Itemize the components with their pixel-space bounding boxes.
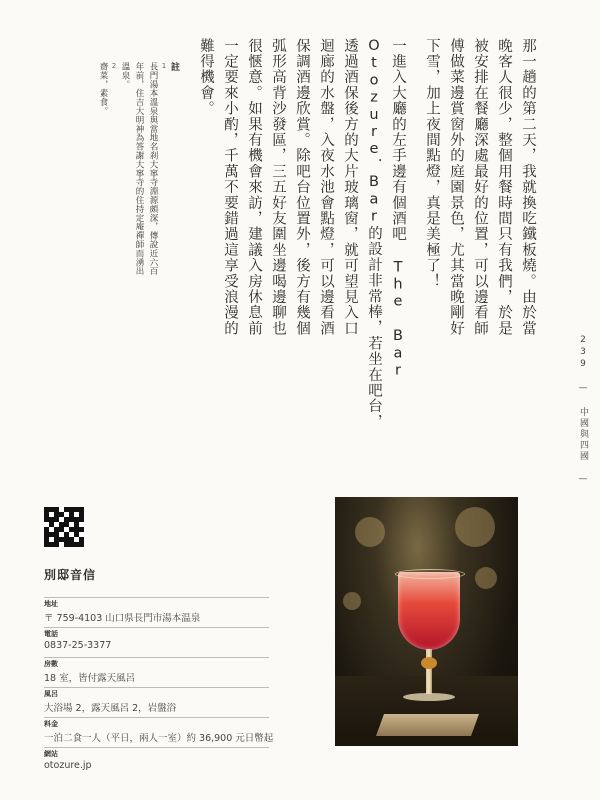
cocktail-glass-bowl <box>398 572 460 650</box>
text-column: 迴廊的水盤，入夜水池會點燈，可以邊看酒 <box>318 38 334 337</box>
footnote-heading: 註 <box>169 62 179 71</box>
info-row-website <box>44 747 269 777</box>
article-paragraph-1 <box>420 38 540 337</box>
info-value: 18 室，皆付露天風呂 <box>44 673 136 684</box>
info-value: 一泊二食一人（平日，兩人一室）約 36,900 元日幣起 <box>44 733 274 744</box>
footnote-2-line: 齋菜，素食。 <box>98 62 108 116</box>
info-label: 地址 <box>44 600 58 608</box>
info-value: 大浴場 2，露天風呂 2，岩盤浴 <box>44 703 177 714</box>
info-row-rooms <box>44 657 269 687</box>
text-column: 下雪，加上夜間點燈，真是美極了！ <box>424 38 440 290</box>
text-column: 一定要來小酌，千萬不要錯過這享受浪漫的 <box>222 38 238 337</box>
info-value: 0837-25-3377 <box>44 640 112 651</box>
text-column: 透過酒保後方的大片玻璃窗，就可望見入口 <box>342 38 358 337</box>
info-row-address <box>44 597 269 627</box>
hotel-name: 別邸音信 <box>44 568 97 582</box>
text-column: 那一趟的第二天，我就換吃鐵板燒。由於當 <box>520 38 536 337</box>
footnotes <box>96 62 181 276</box>
bokeh-light <box>475 567 497 589</box>
info-label: 房數 <box>44 660 58 668</box>
text-column: 一進入大廳的左手邊有個酒吧 The Bar <box>390 38 406 380</box>
page-number-chapter-label: 239 — 中國與四國 — <box>578 335 588 486</box>
article-paragraph-2 <box>194 38 410 430</box>
footnote-1-line: 長門湯本溫泉與當地名刹大寧寺淵源頗深，傳說近六百 <box>148 62 158 276</box>
qr-code-icon[interactable] <box>44 507 84 547</box>
cocktail-glass-foot <box>403 693 455 701</box>
text-column: 很愜意。如果有機會來訪，建議入房休息前 <box>246 38 262 337</box>
text-column: 被安排在餐廳深處最好的位置，可以邊看師 <box>472 38 488 337</box>
info-label: 料金 <box>44 720 58 728</box>
cocktail-glass-stem <box>426 649 432 694</box>
info-label: 電話 <box>44 630 58 638</box>
cocktail-glass-knob <box>421 657 437 669</box>
bokeh-light <box>455 507 495 547</box>
info-row-phone <box>44 627 269 657</box>
text-column: 難得機會。 <box>198 38 214 117</box>
text-column: 傅做菜邊賞窗外的庭園景色，尤其當晚剛好 <box>448 38 464 337</box>
bokeh-light <box>343 592 361 610</box>
website-link[interactable]: otozure.jp <box>44 760 92 771</box>
info-value: 〒 759-4103 山口県長門市湯本温泉 <box>44 613 201 624</box>
text-column: 弧形高背沙發區，三五好友圍坐邊喝邊聊也 <box>270 38 286 337</box>
bokeh-light <box>355 517 385 547</box>
info-label: 網站 <box>44 750 58 758</box>
text-column: 晚客人很少，整個用餐時間只有我們，於是 <box>496 38 512 337</box>
cocktail-photo <box>335 497 518 746</box>
footnote-number: 1 <box>160 62 168 70</box>
footnote-1-line: 溫泉。 <box>120 62 130 89</box>
coaster <box>376 714 479 736</box>
cocktail-glass-rim <box>395 569 465 579</box>
text-column: Otozure．Bar的設計非常棒，若坐在吧台， <box>366 38 382 430</box>
footnote-1-line: 年前，住吉大明神為答謝大寧寺的住持定庵禪師而湧出 <box>134 62 144 276</box>
info-row-baths <box>44 687 269 717</box>
text-column: 保調酒邊欣賞。除吧台位置外，後方有幾個 <box>294 38 310 337</box>
footnote-number: 2 <box>110 62 118 70</box>
info-label: 風呂 <box>44 690 58 698</box>
hotel-info-table <box>44 597 274 777</box>
info-row-price <box>44 717 274 747</box>
